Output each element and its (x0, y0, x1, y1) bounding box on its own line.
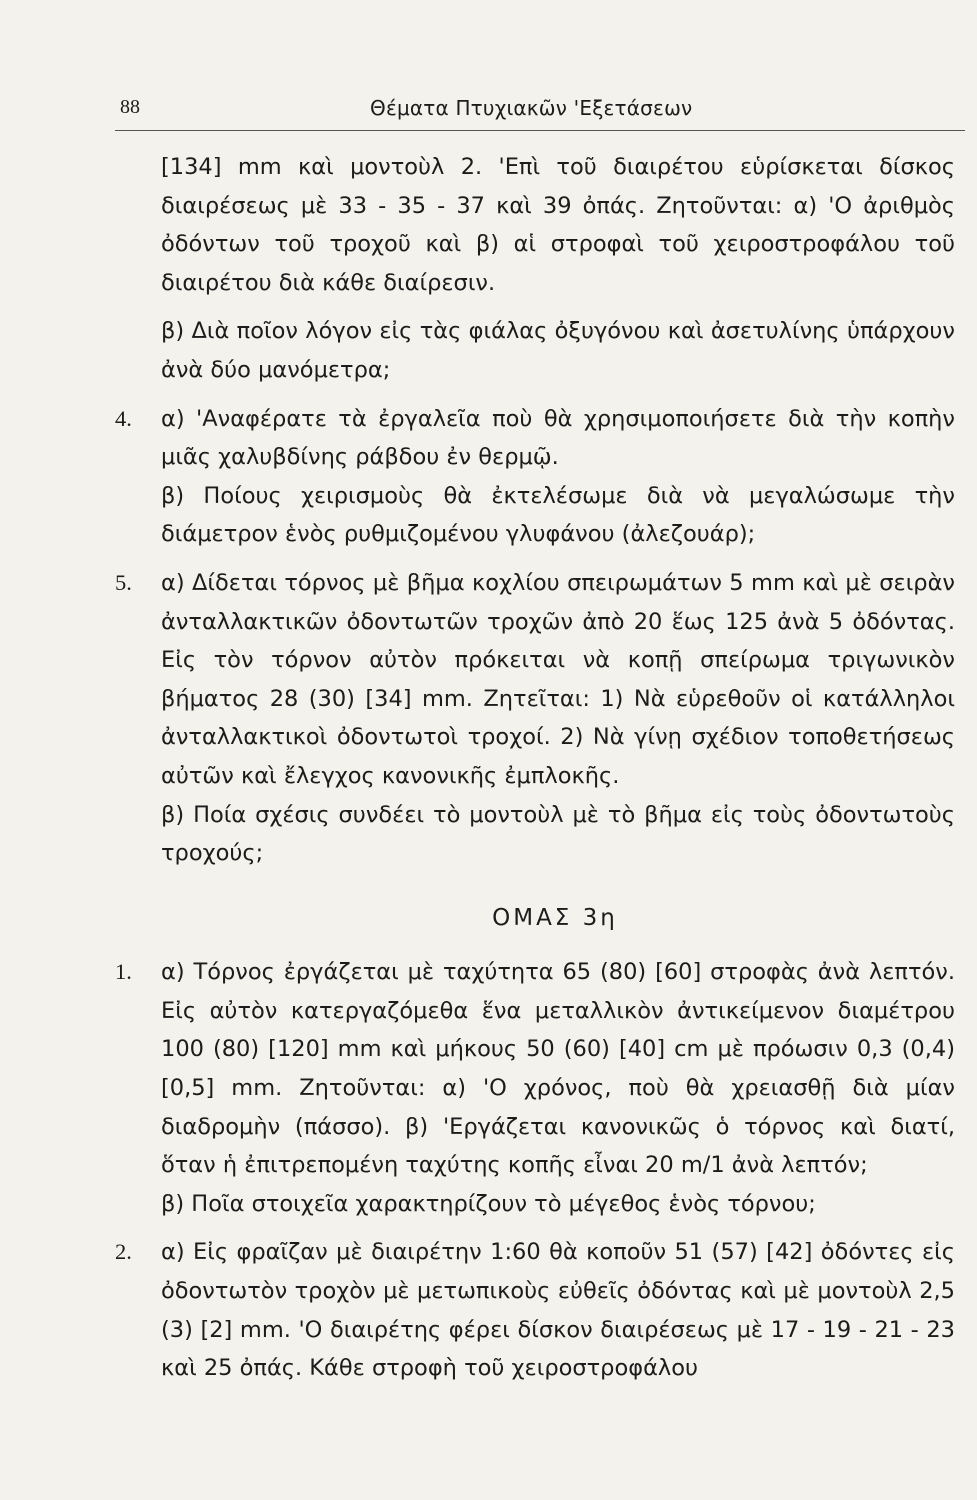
intro-paragraph: [134] mm καὶ μοντοὺλ 2. 'Επὶ τοῦ διαιρέτου εὑρίσκεται δίσκος διαιρέσεως μὲ 33 - 35 - 37 καὶ 39 ὀπάς. Ζητοῦνται: α) 'Ο ἀριθμὸς ὀδόντων τοῦ τροχοῦ καὶ β) αἱ στροφαὶ τοῦ χειροστροφάλου τοῦ διαιρέτου διὰ κάθε διαίρεσιν. (161, 154, 955, 296)
question-number: 1. (115, 959, 132, 985)
question-part-b: β) Ποίους χειρισμοὺς θὰ ἐκτελέσωμε διὰ νὰ μεγαλώσωμε τὴν διάμετρον ἑνὸς ρυθμιζομένου γλυφάνου (ἀλεζουάρ); (161, 482, 955, 548)
question-part-b: β) Ποῖα στοιχεῖα χαρακτηρίζουν τὸ μέγεθος ἑνὸς τόρνου; (161, 1190, 816, 1217)
question-part-b: β) Ποία σχέσις συνδέει τὸ μοντοὺλ μὲ τὸ βῆμα εἰς τοὺς ὀδοντωτοὺς τροχούς; (161, 801, 955, 867)
body-text (115, 148, 955, 1398)
question-part-a: α) Εἰς φραῖζαν μὲ διαιρέτην 1:60 θὰ κοποῦν 51 (57) [42] ὀδόντες εἰς ὀδοντωτὸν τροχὸν μὲ μετωπικοὺς εὐθεῖς ὀδόντας καὶ μὲ μοντοὺλ 2,5 (3) [2] mm. 'Ο διαιρέτης φέρει δίσκον διαιρέσεως μὲ 17 - 19 - 21 - 23 καὶ 25 ὀπάς. Κάθε στροφὴ τοῦ χειροστροφάλου (161, 1239, 955, 1382)
question-item-5 (115, 564, 955, 873)
running-title: Θέματα Πτυχιακῶν 'Εξετάσεων (370, 96, 693, 120)
question-number: 4. (115, 405, 132, 431)
question-part-a: α) Τόρνος ἐργάζεται μὲ ταχύτητα 65 (80) [60] στροφὰς ἀνὰ λεπτόν. Εἰς αὐτὸν κατεργαζόμεθα ἕνα μεταλλικὸν ἀντικείμενον διαμέτρου 100 (80) [120] mm καὶ μήκους 50 (60) [40] cm μὲ πρόωσιν 0,3 (0,4) [0,5] mm. Ζητοῦνται: α) 'Ο χρόνος, ποὺ θὰ χρειασθῇ διὰ μίαν διαδρομὴν (πάσσο). β) 'Εργάζεται κανονικῶς ὁ τόρνος καὶ διατί, ὅταν ἡ ἐπιτρεπομένη ταχύτης κοπῆς εἶναι 20 m/1 ἀνὰ λεπτόν; (161, 959, 955, 1179)
question-item-1 (115, 953, 955, 1223)
question-part-a: α) 'Αναφέρατε τὰ ἐργαλεῖα ποὺ θὰ χρησιμοποιήσετε διὰ τὴν κοπὴν μιᾶς χαλυβδίνης ράβδου ἐν θερμῷ. (161, 405, 955, 471)
header-rule (115, 130, 965, 131)
question-part-a: α) Δίδεται τόρνος μὲ βῆμα κοχλίου σπειρωμάτων 5 mm καὶ μὲ σειρὰν ἀνταλλακτικῶν ὀδοντωτῶν τροχῶν ἀπὸ 20 ἕως 125 ἀνὰ 5 ὀδόντας. Εἰς τὸν τόρνον αὐτὸν πρόκειται νὰ κοπῇ σπείρωμα τριγωνικὸν βήματος 28 (30) [34] mm. Ζητεῖται: 1) Νὰ εὑρεθοῦν οἱ κατάλληλοι ἀνταλλακτικοὶ ὀδοντωτοὶ τροχοί. 2) Νὰ γίνῃ σχέδιον τοποθετήσεως αὐτῶν καὶ ἔλεγχος κανονικῆς ἐμπλοκῆς. (161, 569, 955, 789)
intro-paragraph-b: β) Διὰ ποῖον λόγον εἰς τὰς φιάλας ὀξυγόνου καὶ ἀσετυλίνης ὑπάρχουν ἀνὰ δύο μανόμετρα; (161, 318, 955, 383)
question-item-4 (115, 400, 955, 554)
question-number: 5. (115, 569, 132, 595)
question-item-2 (115, 1233, 955, 1387)
page-header (120, 96, 965, 126)
section-heading: ΟΜΑΣ 3η (492, 904, 618, 931)
page-number: 88 (120, 96, 140, 118)
question-number: 2. (115, 1239, 132, 1265)
